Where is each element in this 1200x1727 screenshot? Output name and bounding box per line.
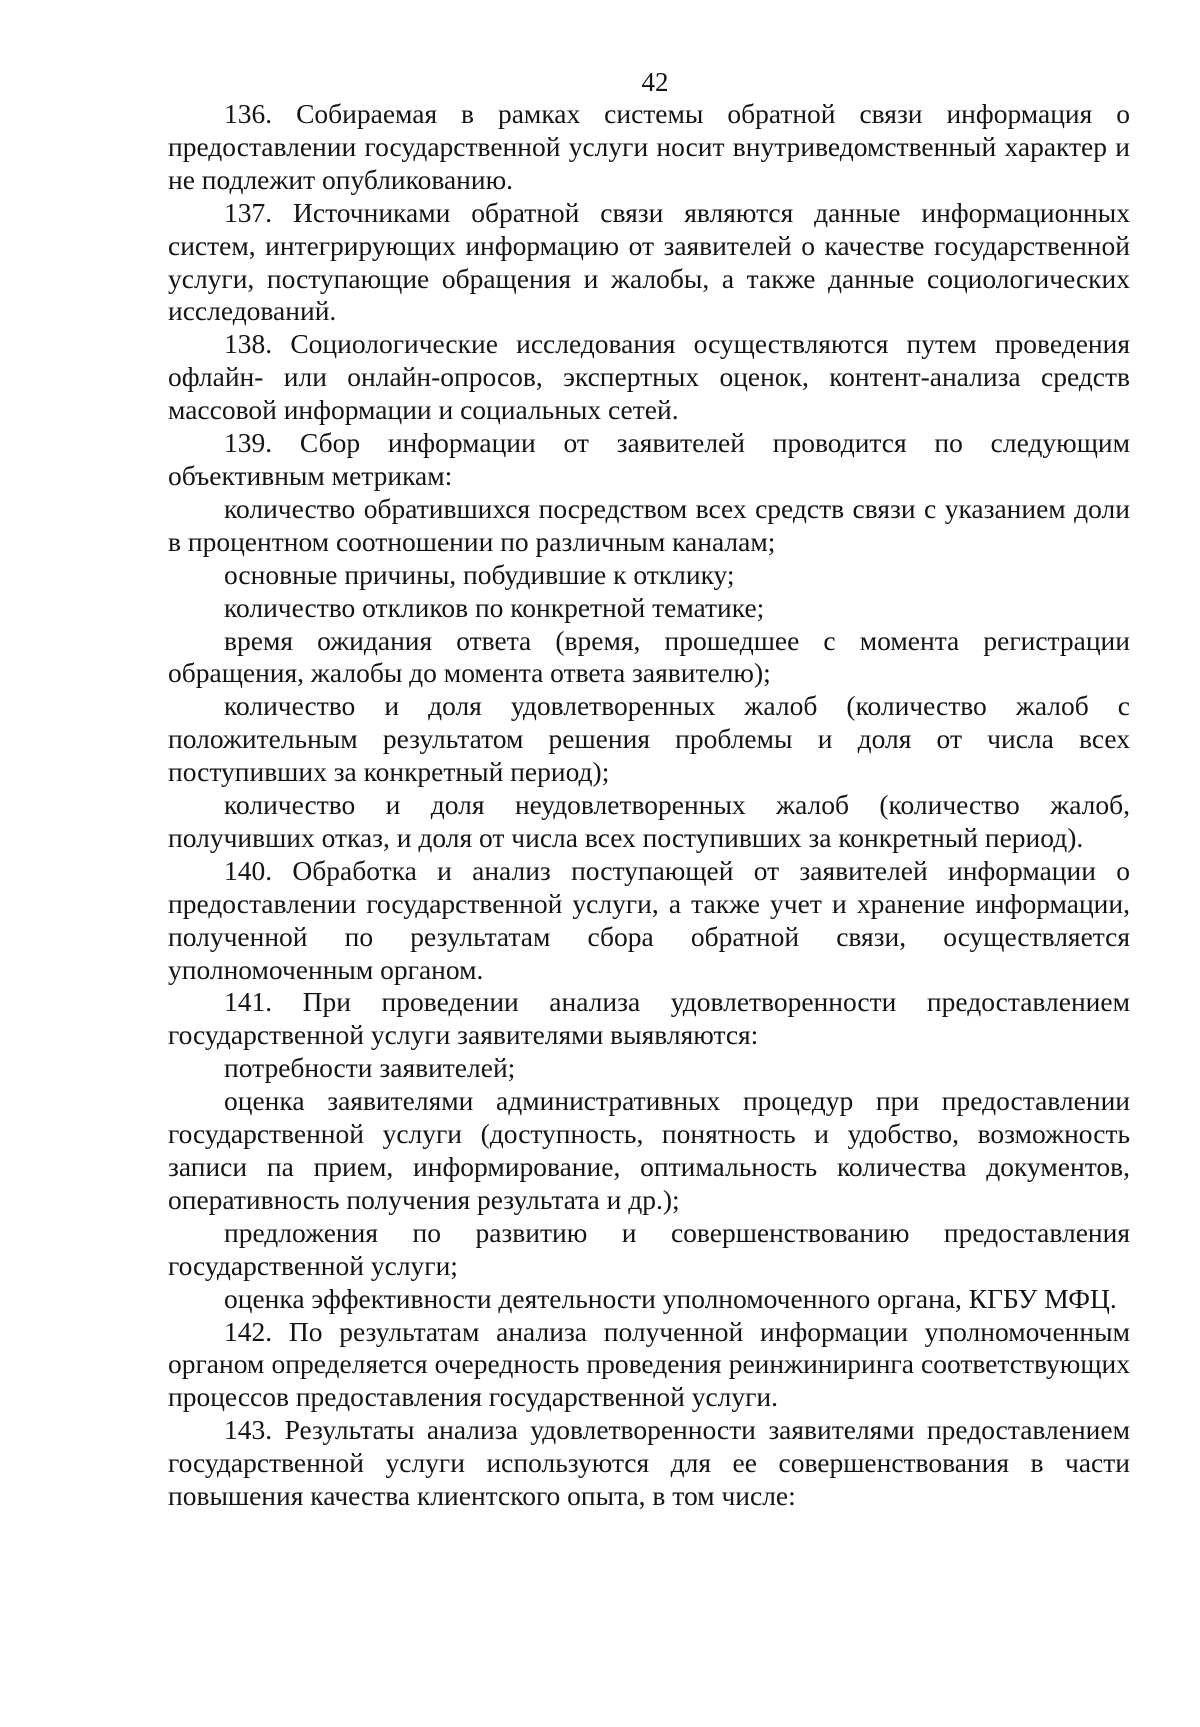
- paragraph-139: 139. Сбор информации от заявителей проводится по следующим объективным метрикам:: [168, 427, 1130, 491]
- metric-item: время ожидания ответа (время, прошедшее с момента регистрации обращения, жалобы до момента ответа заявителю);: [168, 624, 1130, 689]
- document-body: [168, 98, 1130, 1513]
- paragraph-140: 140. Обработка и анализ поступающей от заявителей информации о предоставлении государственной услуги, а также учет и хранение информации, полученной по результатам сбора обратной связи, осуществляется уполномоченным органом.: [168, 854, 1130, 985]
- analysis-item: оценка эффективности деятельности уполномоченного органа, КГБУ МФЦ.: [224, 1282, 1117, 1314]
- paragraph-137: 137. Источниками обратной связи являются данные информационных систем, интегрирующих информацию от заявителей о качестве государственной услуги, поступающие обращения и жалобы, а также данные социологических исследований.: [168, 196, 1130, 327]
- paragraph-138: 138. Социологические исследования осуществляются путем проведения офлайн- или онлайн-опросов, экспертных оценок, контент-анализа средств массовой информации и социальных сетей.: [168, 328, 1130, 426]
- metric-item: количество и доля удовлетворенных жалоб (количество жалоб с положительным результатом решения проблемы и доля от числа всех поступивших за конкретный период);: [168, 690, 1130, 788]
- page-number: 42: [641, 67, 669, 97]
- metric-item: количество откликов по конкретной тематике;: [224, 591, 765, 623]
- metric-item: количество обратившихся посредством всех средств связи с указанием доли в процентном соотношении по различным каналам;: [168, 492, 1130, 557]
- paragraph-141: 141. При проведении анализа удовлетворенности предоставлением государственной услуги заявителями выявляются:: [168, 986, 1130, 1051]
- analysis-item: оценка заявителями административных процедур при предоставлении государственной услуги (доступность, понятность и удобство, возможность записи па прием, информирование, оптимальность количества документов, оперативность получения результата и др.);: [168, 1085, 1130, 1215]
- analysis-item: потребности заявителей;: [224, 1052, 516, 1084]
- metric-item: количество и доля неудовлетворенных жалоб (количество жалоб, получивших отказ, и доля от числа всех поступивших за конкретный период).: [168, 789, 1130, 853]
- paragraph-143: 143. Результаты анализа удовлетворенности заявителями предоставлением государственной услуги используются для ее совершенствования в части повышения качества клиентского опыта, в том числе:: [168, 1414, 1130, 1512]
- paragraph-136: 136. Собираемая в рамках системы обратной связи информация о предоставлении государственной услуги носит внутриведомственный характер и не подлежит опубликованию.: [168, 98, 1130, 195]
- analysis-item: предложения по развитию и совершенствованию предоставления государственной услуги;: [168, 1216, 1130, 1281]
- metric-item: основные причины, побудившие к отклику;: [224, 558, 735, 590]
- paragraph-142: 142. По результатам анализа полученной информации уполномоченным органом определяется очередность проведения реинжиниринга соответствующих процессов предоставления государственной услуги.: [168, 1315, 1130, 1413]
